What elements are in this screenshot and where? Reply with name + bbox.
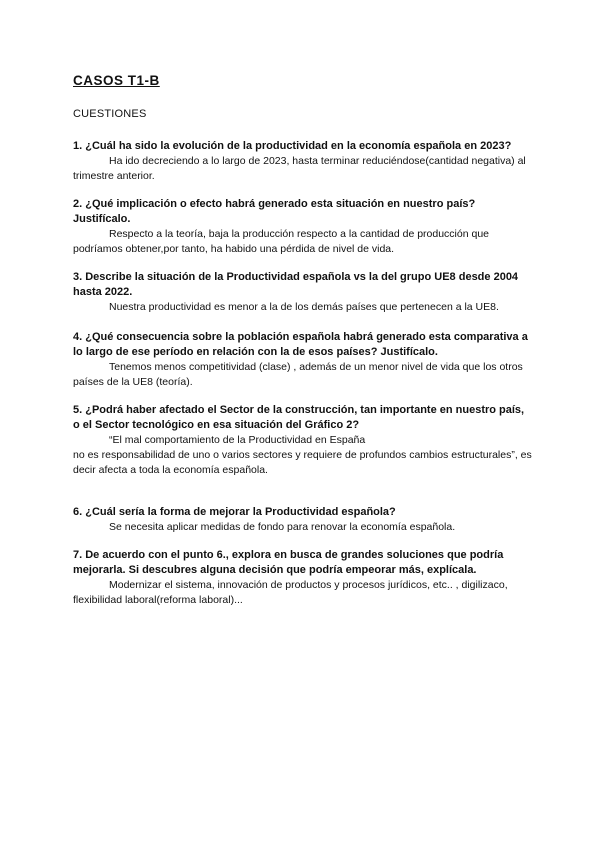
answer-text: no es responsabilidad de uno o varios sectores y requiere de profundos cambios estructurales”, es decir afecta a toda la economía española. (73, 449, 532, 476)
question-5 (73, 403, 533, 478)
answer-text: Se necesita aplicar medidas de fondo para renovar la economía española. (109, 521, 456, 533)
answer-text: Nuestra productividad es menor a la de los demás países que pertenecen a la UE8. (109, 301, 499, 313)
question-text: 3. Describe la situación de la Productividad española vs la del grupo UE8 desde 2004 hasta 2022. (73, 271, 519, 298)
question-1 (73, 139, 533, 184)
question-text: 6. ¿Cuál sería la forma de mejorar la Productividad española? (73, 506, 396, 518)
answer-text: Respecto a la teoría, baja la producción respecto a la cantidad de producción que podríamos obtener,por tanto, ha habido una pérdida de nivel de vida. (73, 228, 489, 255)
question-4 (73, 330, 533, 390)
answer-text: Modernizar el sistema, innovación de productos y procesos jurídicos, etc.. , digilizaco, flexibilidad laboral(reforma laboral)... (73, 579, 508, 606)
question-text: 7. De acuerdo con el punto 6., explora en busca de grandes soluciones que podría mejorarla. Si descubres alguna decisión que podría empeorar más, explícala. (73, 549, 504, 576)
question-text: 5. ¿Podrá haber afectado el Sector de la construcción, tan importante en nuestro país, o el Sector tecnológico en esa situación del Gráfico 2? (73, 404, 525, 431)
answer-text: “El mal comportamiento de la Productividad en España (109, 434, 366, 446)
answer-text: Tenemos menos competitividad (clase) , además de un menor nivel de vida que los otros países de la UE8 (teoría). (73, 361, 523, 388)
document-subtitle: CUESTIONES (73, 108, 147, 120)
question-6 (73, 505, 533, 535)
document-title: CASOS T1-B (73, 73, 160, 88)
question-7 (73, 548, 533, 608)
question-text: 4. ¿Qué consecuencia sobre la población española habrá generado esta comparativa a lo largo de ese período en relación con la de esos países? Justifícalo. (73, 331, 528, 358)
question-text: 2. ¿Qué implicación o efecto habrá generado esta situación en nuestro país? Justifícalo. (73, 198, 476, 225)
question-text: 1. ¿Cuál ha sido la evolución de la productividad en la economía española en 2023? (73, 140, 512, 152)
question-2 (73, 197, 533, 257)
question-3 (73, 270, 533, 315)
answer-text: Ha ido decreciendo a lo largo de 2023, hasta terminar reduciéndose(cantidad negativa) al trimestre anterior. (73, 155, 526, 182)
